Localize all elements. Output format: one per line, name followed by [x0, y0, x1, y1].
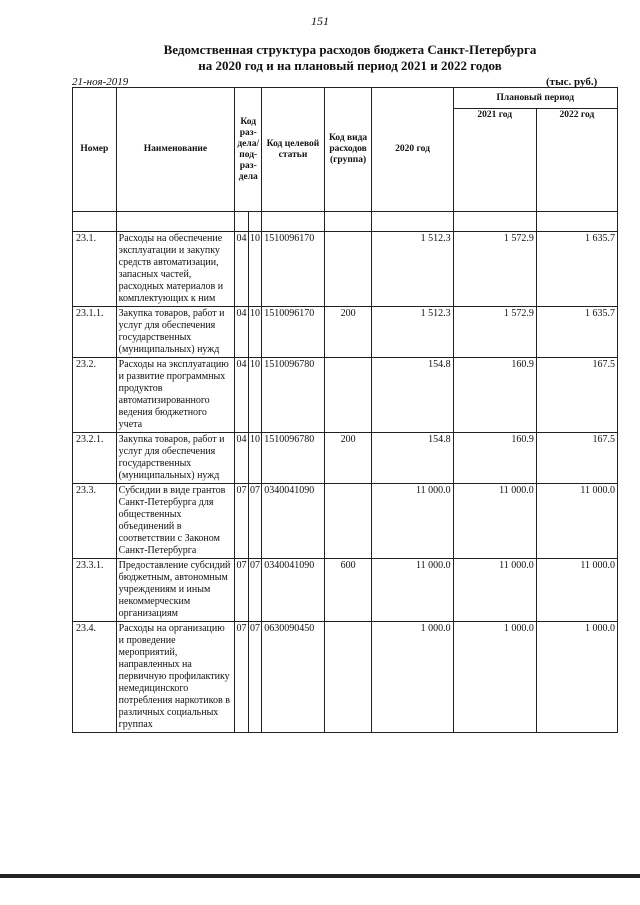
budget-table: [72, 87, 618, 733]
table-body: [73, 232, 618, 733]
header-target: Код целевой статьи: [262, 88, 324, 212]
row-subsection: 10: [248, 433, 262, 484]
row-name: Расходы на организацию и проведение мероприятий, направленных на первичную профилактику немедицинского потребления наркотиков в различных социальных группах: [116, 622, 235, 733]
row-value-2020: 1 512.3: [372, 232, 453, 307]
row-expense-kind: 200: [324, 433, 372, 484]
table-row: [73, 622, 618, 733]
row-value-2020: 1 000.0: [372, 622, 453, 733]
row-name: Закупка товаров, работ и услуг для обеспечения государственных (муниципальных) нужд: [116, 433, 235, 484]
row-value-2020: 11 000.0: [372, 559, 453, 622]
row-section: 04: [235, 307, 249, 358]
row-number: 23.2.1.: [73, 433, 117, 484]
row-value-2022: 1 635.7: [536, 307, 617, 358]
row-expense-kind: [324, 232, 372, 307]
row-name: Субсидии в виде грантов Санкт-Петербурга для общественных объединений в соответствии с Законом Санкт-Петербурга: [116, 484, 235, 559]
header-section: Код раз- дела/ под- раз- дела: [235, 88, 262, 212]
row-section: 04: [235, 232, 249, 307]
row-subsection: 10: [248, 307, 262, 358]
row-number: 23.3.: [73, 484, 117, 559]
page-number: 151: [311, 14, 329, 28]
units-label: (тыс. руб.): [546, 76, 598, 88]
table-row: [73, 559, 618, 622]
row-subsection: 10: [248, 232, 262, 307]
row-subsection: 07: [248, 484, 262, 559]
row-target-code: 0340041090: [262, 484, 324, 559]
row-value-2020: 154.8: [372, 358, 453, 433]
header-kind: Код вида расходов (группа): [324, 88, 372, 212]
row-subsection: 07: [248, 622, 262, 733]
row-target-code: 1510096780: [262, 433, 324, 484]
row-number: 23.1.: [73, 232, 117, 307]
row-subsection: 07: [248, 559, 262, 622]
table-row: [73, 433, 618, 484]
table-row: [73, 358, 618, 433]
bottom-rule: [0, 874, 640, 878]
row-section: 04: [235, 358, 249, 433]
table-row: [73, 232, 618, 307]
row-value-2021: 11 000.0: [453, 559, 536, 622]
row-section: 07: [235, 559, 249, 622]
row-value-2021: 1 572.9: [453, 307, 536, 358]
document-date: 21-ноя-2019: [72, 76, 129, 88]
header-number: Номер: [73, 88, 117, 212]
row-target-code: 1510096170: [262, 307, 324, 358]
row-section: 04: [235, 433, 249, 484]
row-expense-kind: 600: [324, 559, 372, 622]
table-header: [73, 88, 618, 232]
header-2021: 2021 год: [453, 109, 536, 212]
header-name: Наименование: [116, 88, 235, 212]
row-value-2022: 11 000.0: [536, 484, 617, 559]
row-number: 23.1.1.: [73, 307, 117, 358]
title-line-1: Ведомственная структура расходов бюджета Санкт-Петербурга: [163, 42, 537, 57]
row-value-2021: 1 572.9: [453, 232, 536, 307]
table-row: [73, 484, 618, 559]
row-name: Расходы на эксплуатацию и развитие программных продуктов автоматизированного ведения бюджетного учета: [116, 358, 235, 433]
row-value-2021: 11 000.0: [453, 484, 536, 559]
row-section: 07: [235, 484, 249, 559]
row-value-2022: 167.5: [536, 433, 617, 484]
row-value-2020: 1 512.3: [372, 307, 453, 358]
page-title: [110, 42, 590, 74]
row-subsection: 10: [248, 358, 262, 433]
row-value-2022: 11 000.0: [536, 559, 617, 622]
row-value-2021: 1 000.0: [453, 622, 536, 733]
row-name: Предоставление субсидий бюджетным, автономным учреждениям и иным некоммерческим организациям: [116, 559, 235, 622]
row-expense-kind: 200: [324, 307, 372, 358]
header-spacer-row: [73, 212, 618, 232]
row-value-2020: 11 000.0: [372, 484, 453, 559]
row-expense-kind: [324, 484, 372, 559]
header-2022: 2022 год: [536, 109, 617, 212]
row-value-2022: 167.5: [536, 358, 617, 433]
budget-table-wrapper: [72, 87, 618, 733]
row-target-code: 0630090450: [262, 622, 324, 733]
header-planned: Плановый период: [453, 88, 617, 109]
row-value-2022: 1 000.0: [536, 622, 617, 733]
row-name: Расходы на обеспечение эксплуатации и закупку средств автоматизации, запасных частей, расходных материалов и комплектующих к ним: [116, 232, 235, 307]
row-value-2020: 154.8: [372, 433, 453, 484]
row-target-code: 0340041090: [262, 559, 324, 622]
row-value-2021: 160.9: [453, 433, 536, 484]
row-number: 23.2.: [73, 358, 117, 433]
row-target-code: 1510096780: [262, 358, 324, 433]
row-value-2021: 160.9: [453, 358, 536, 433]
header-2020: 2020 год: [372, 88, 453, 212]
row-target-code: 1510096170: [262, 232, 324, 307]
row-number: 23.3.1.: [73, 559, 117, 622]
table-row: [73, 307, 618, 358]
title-line-2: на 2020 год и на плановый период 2021 и 2022 годов: [198, 58, 502, 73]
row-number: 23.4.: [73, 622, 117, 733]
row-section: 07: [235, 622, 249, 733]
row-value-2022: 1 635.7: [536, 232, 617, 307]
row-name: Закупка товаров, работ и услуг для обеспечения государственных (муниципальных) нужд: [116, 307, 235, 358]
row-expense-kind: [324, 622, 372, 733]
row-expense-kind: [324, 358, 372, 433]
